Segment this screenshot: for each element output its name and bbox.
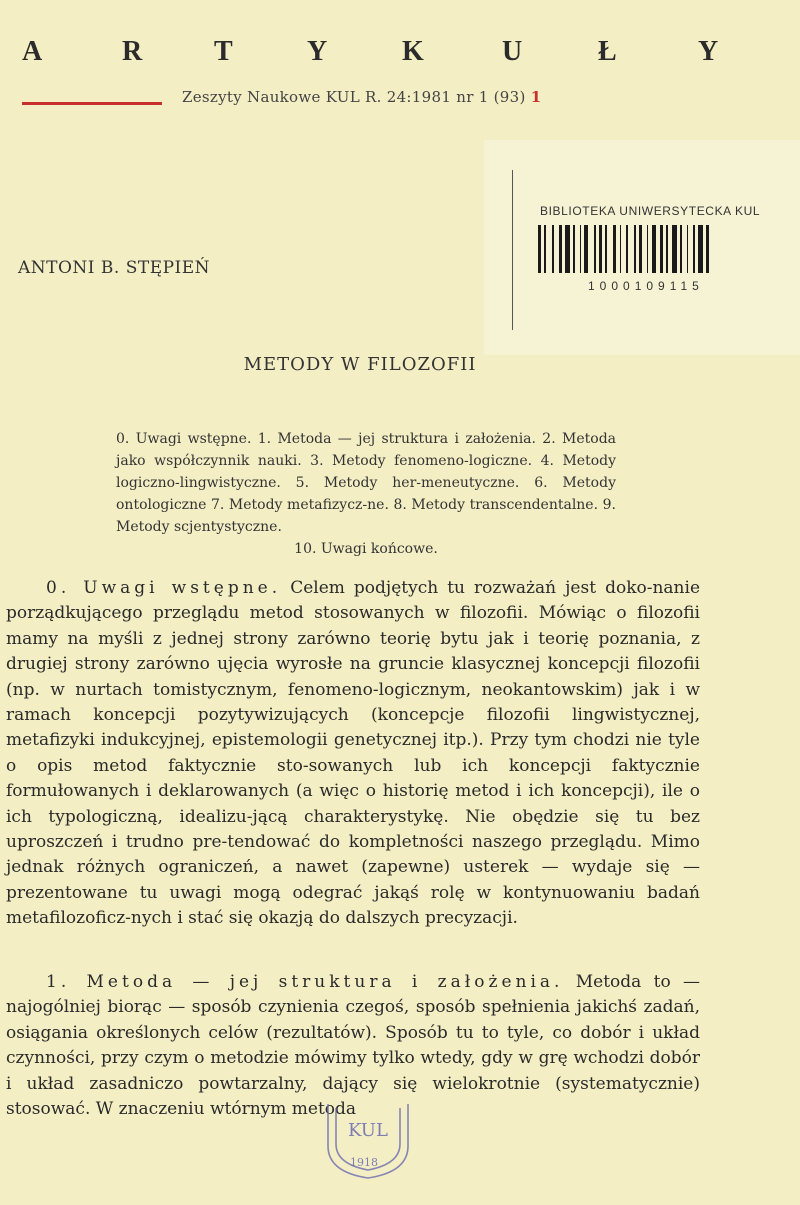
banner-letter: Y xyxy=(307,36,328,67)
journal-reference xyxy=(182,88,541,106)
barcode-bar xyxy=(538,225,541,273)
barcode-bar xyxy=(706,225,709,273)
table-of-contents xyxy=(116,428,616,560)
barcode-bar xyxy=(660,225,663,273)
label-divider xyxy=(512,170,513,330)
stamp-year: 1918 xyxy=(350,1156,378,1169)
barcode-bar xyxy=(552,225,554,273)
banner-letter: R xyxy=(122,36,143,67)
barcode-bar xyxy=(693,225,695,273)
barcode-bar xyxy=(584,225,587,273)
section-heading: 0. Uwagi wstępne. xyxy=(46,578,282,598)
barcode-bar xyxy=(559,225,562,273)
stamp-text: KUL xyxy=(348,1120,388,1141)
library-stamp xyxy=(322,1098,414,1180)
barcode-bar xyxy=(620,225,622,273)
section-banner xyxy=(0,36,800,70)
banner-letter: T xyxy=(214,36,233,67)
barcode-bar xyxy=(594,225,596,273)
journal-mark: 1 xyxy=(530,88,542,106)
contents-last-item: 10. Uwagi końcowe. xyxy=(294,541,438,557)
barcode-bar xyxy=(580,225,582,273)
section-0-paragraph xyxy=(6,576,700,932)
banner-red-rule xyxy=(22,102,162,105)
barcode-bar xyxy=(672,225,677,273)
barcode-bar xyxy=(652,225,657,273)
contents-text: 0. Uwagi wstępne. 1. Metoda — jej struktura i założenia. 2. Metoda jako współczynnik nauki. 3. Metody fenomeno-logiczne. 4. Metody logiczno-lingwistyczne. 5. Metody her-meneutyczne. 6. Metody ontologiczne 7. Metody metafizycz-ne. 8. Metody transcendentalne. 9. Metody scjentystyczne. xyxy=(116,431,616,535)
banner-letter: A xyxy=(22,36,43,67)
section-text: Celem podjętych tu rozważań jest doko-nanie porządkującego przeglądu metod stosowanych w filozofii. Mówiąc o filozofii mamy na myśli z jednej strony zarówno teorię bytu jak i teorię poznania, z drugiej strony zarówno ujęcia wyrosłe na gruncie klasycznej koncepcji filozofii (np. w nurtach tomistycznym, fenomeno-logicznym, neokantowskim) jak i w ramach koncepcji pozytywizujących (koncepcje filozofii lingwistycznej, metafizyki indukcyjnej, epistemologii genetycznej itp.). Przy tym chodzi nie tyle o opis metod faktycznie sto-sowanych lub ich koncepcji faktycznie formułowanych i deklarowanych (a więc o historię metod i ich koncepcji), ile o ich typologiczną, idealizu-jącą charakterystykę. Nie obędzie się tu bez uproszczeń i trudno pre-tendować do kompletności naszego przeglądu. Mimo jednak różnych ograniczeń, a nawet (zapewne) usterek — wydaje się — prezentowane tu uwagi mogą odegrać jakąś rolę w kontynuowaniu badań metafilozoficz-nych i stać się okazją do dalszych precyzacji. xyxy=(6,578,701,929)
author-name: ANTONI B. STĘPIEŃ xyxy=(18,258,211,278)
journal-citation: Zeszyty Naukowe KUL R. 24:1981 nr 1 (93) xyxy=(182,88,526,106)
barcode xyxy=(538,225,756,273)
barcode-number: 1000109115 xyxy=(588,279,704,293)
barcode-bar xyxy=(647,225,649,273)
banner-letter: U xyxy=(502,36,523,67)
barcode-bar xyxy=(698,225,703,273)
barcode-bar xyxy=(639,225,642,273)
library-label xyxy=(484,140,800,355)
barcode-bar xyxy=(666,225,668,273)
banner-letter: K xyxy=(402,36,424,67)
barcode-bar xyxy=(687,225,689,273)
barcode-bar xyxy=(626,225,628,273)
barcode-bar xyxy=(599,225,602,273)
barcode-bar xyxy=(544,225,546,273)
barcode-bar xyxy=(634,225,636,273)
section-heading: 1. Metoda — jej struktura i założenia. xyxy=(46,972,564,992)
article-title: METODY W FILOZOFII xyxy=(243,354,477,375)
banner-letter: Y xyxy=(698,36,719,67)
barcode-bar xyxy=(573,225,575,273)
barcode-bar xyxy=(680,225,682,273)
barcode-bar xyxy=(613,225,616,273)
banner-letter: Ł xyxy=(598,36,617,67)
library-name: BIBLIOTEKA UNIWERSYTECKA KUL xyxy=(540,204,761,218)
barcode-bar xyxy=(565,225,570,273)
barcode-bar xyxy=(605,225,607,273)
section-text: Metoda to — najogólniej biorąc — sposób czynienia czegoś, sposób spełnienia jakichś zadań, osiągania określonych celów (rezultatów). Sposób tu to tyle, co dobór i układ czynności, przy czym o metodzie mówimy tylko wtedy, gdy w grę wchodzi dobór i układ zasadniczo powtarzalny, dający się wielokrotnie (systematycznie) stosować. W znaczeniu wtórnym metoda xyxy=(6,972,700,1120)
